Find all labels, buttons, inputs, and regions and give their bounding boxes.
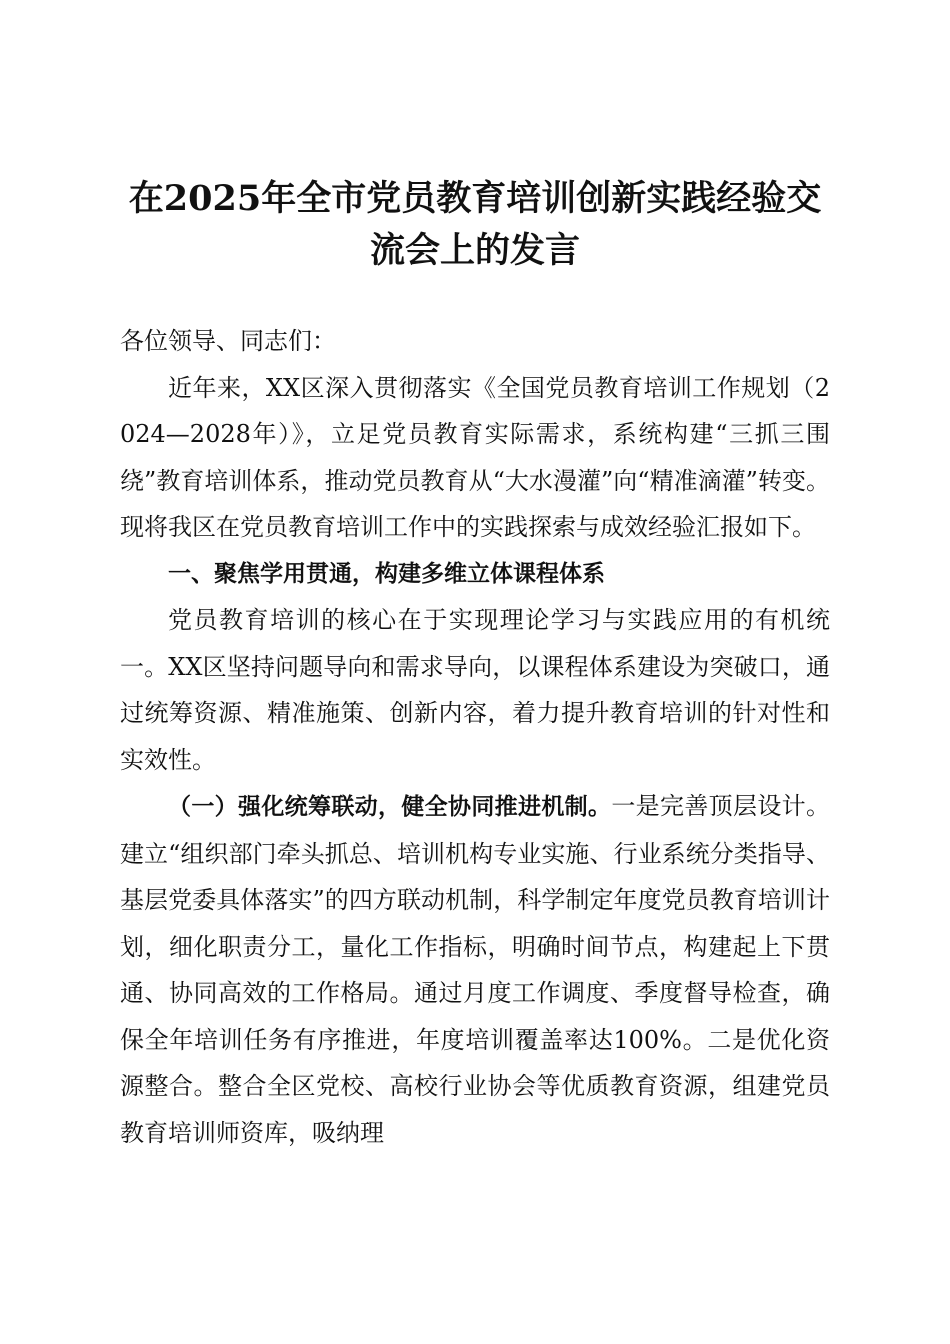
intro-paragraph: 近年来，XX区深入贯彻落实《全国党员教育培训工作规划（2024—2028年）》，立足党员教育实际需求，系统构建“三抓三围绕”教育培训体系，推动党员教育从“大水漫灌”向“精准滴灌”转变。现将我区在党员教育培训工作中的实践探索与成效经验汇报如下。	[120, 373, 830, 541]
document-title	[110, 173, 840, 277]
subsection-1-paragraph	[120, 783, 830, 1156]
document-body	[120, 318, 830, 1156]
section-1-paragraph: 党员教育培训的核心在于实现理论学习与实践应用的有机统一。XX区坚持问题导向和需求导向，以课程体系建设为突破口，通过统筹资源、精准施策、创新内容，着力提升教育培训的针对性和实效性。	[120, 606, 830, 774]
salutation: 各位领导、同志们：	[120, 327, 336, 355]
section-heading-1: 一、聚焦学用贯通，构建多维立体课程体系	[168, 560, 605, 587]
title-line-2: 流会上的发言	[369, 230, 580, 272]
subsection-heading-1: （一）强化统筹联动，健全协同推进机制。	[168, 794, 612, 820]
title-line-1: 在2025年全市党员教育培训创新实践经验交	[128, 178, 822, 220]
subsection-1-text: 一是完善顶层设计。建立“组织部门牵头抓总、培训机构专业实施、行业系统分类指导、基层党委具体落实”的四方联动机制，科学制定年度党员教育培训计划，细化职责分工，量化工作指标，明确时间节点，构建起上下贯通、协同高效的工作格局。通过月度工作调度、季度督导检查，确保全年培训任务有序推进，年度培训覆盖率达100%。二是优化资源整合。整合全区党校、高校行业协会等优质教育资源，组建党员教育培训师资库，吸纳理	[120, 792, 831, 1147]
